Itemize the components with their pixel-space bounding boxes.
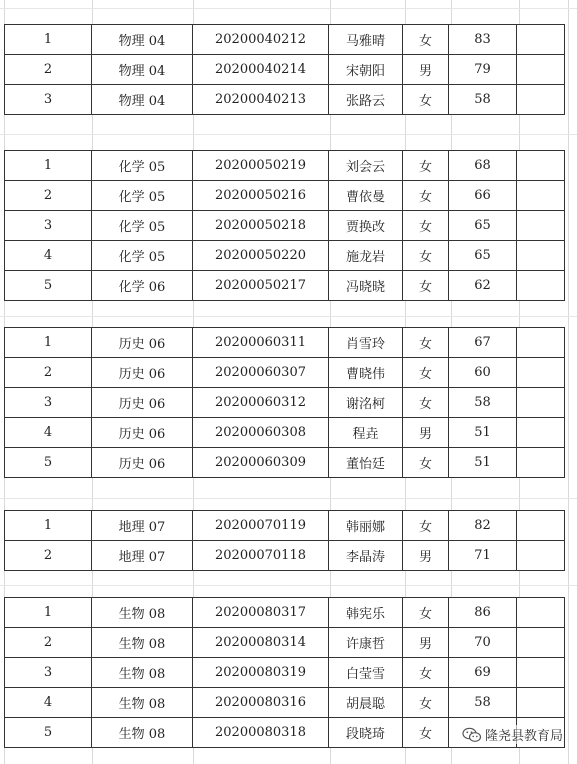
name-cell: 施龙岩 xyxy=(329,241,403,271)
results-table-history xyxy=(4,327,565,478)
gender-cell: 女 xyxy=(403,328,449,358)
empty-cell xyxy=(517,658,565,688)
rank-cell: 3 xyxy=(5,85,92,115)
name-cell: 韩丽娜 xyxy=(329,511,403,541)
table-row xyxy=(5,418,565,448)
empty-cell xyxy=(517,271,565,301)
name-cell: 李晶涛 xyxy=(329,541,403,571)
table-row xyxy=(5,598,565,628)
empty-cell xyxy=(517,151,565,181)
name-cell: 白莹雪 xyxy=(329,658,403,688)
empty-cell xyxy=(517,25,565,55)
table-row xyxy=(5,658,565,688)
class-cell: 历史 06 xyxy=(92,448,193,478)
empty-cell xyxy=(517,328,565,358)
rank-cell: 5 xyxy=(5,448,92,478)
gender-cell: 男 xyxy=(403,628,449,658)
rank-cell: 1 xyxy=(5,511,92,541)
student-id-cell: 20200040212 xyxy=(193,25,329,55)
table-row xyxy=(5,25,565,55)
student-id-cell: 20200080314 xyxy=(193,628,329,658)
score-cell: 66 xyxy=(449,181,517,211)
gender-cell: 女 xyxy=(403,181,449,211)
rank-cell: 4 xyxy=(5,688,92,718)
class-cell: 历史 06 xyxy=(92,358,193,388)
class-cell: 历史 06 xyxy=(92,388,193,418)
student-id-cell: 20200080316 xyxy=(193,688,329,718)
student-id-cell: 20200070118 xyxy=(193,541,329,571)
empty-cell xyxy=(517,55,565,85)
score-cell: 51 xyxy=(449,418,517,448)
class-cell: 地理 07 xyxy=(92,541,193,571)
empty-cell xyxy=(517,211,565,241)
score-cell: 65 xyxy=(449,241,517,271)
gender-cell: 女 xyxy=(403,598,449,628)
empty-cell xyxy=(517,511,565,541)
gender-cell: 女 xyxy=(403,718,449,748)
rank-cell: 3 xyxy=(5,658,92,688)
wechat-icon xyxy=(462,727,482,743)
score-cell: 58 xyxy=(449,85,517,115)
student-id-cell: 20200060311 xyxy=(193,328,329,358)
table-row xyxy=(5,358,565,388)
gender-cell: 女 xyxy=(403,85,449,115)
table-row xyxy=(5,511,565,541)
class-cell: 历史 06 xyxy=(92,328,193,358)
rank-cell: 5 xyxy=(5,271,92,301)
class-cell: 化学 05 xyxy=(92,241,193,271)
name-cell: 董怡廷 xyxy=(329,448,403,478)
table-row xyxy=(5,55,565,85)
watermark xyxy=(462,725,563,744)
gender-cell: 女 xyxy=(403,25,449,55)
rank-cell: 4 xyxy=(5,241,92,271)
score-cell: 69 xyxy=(449,658,517,688)
score-cell: 68 xyxy=(449,151,517,181)
table-row xyxy=(5,388,565,418)
gender-cell: 女 xyxy=(403,688,449,718)
class-cell: 历史 06 xyxy=(92,418,193,448)
class-cell: 物理 04 xyxy=(92,55,193,85)
class-cell: 生物 08 xyxy=(92,718,193,748)
gender-cell: 女 xyxy=(403,388,449,418)
student-id-cell: 20200060308 xyxy=(193,418,329,448)
table-row xyxy=(5,448,565,478)
table-row xyxy=(5,85,565,115)
name-cell: 程垚 xyxy=(329,418,403,448)
rank-cell: 1 xyxy=(5,598,92,628)
gender-cell: 男 xyxy=(403,55,449,85)
name-cell: 肖雪玲 xyxy=(329,328,403,358)
class-cell: 物理 04 xyxy=(92,85,193,115)
rank-cell: 3 xyxy=(5,211,92,241)
name-cell: 宋朝阳 xyxy=(329,55,403,85)
gender-cell: 男 xyxy=(403,418,449,448)
empty-cell xyxy=(517,541,565,571)
gender-cell: 女 xyxy=(403,211,449,241)
grid-row-line xyxy=(0,8,577,9)
class-cell: 地理 07 xyxy=(92,511,193,541)
table-row xyxy=(5,271,565,301)
empty-cell xyxy=(517,181,565,211)
rank-cell: 2 xyxy=(5,541,92,571)
name-cell: 谢洺柯 xyxy=(329,388,403,418)
score-cell: 79 xyxy=(449,55,517,85)
gender-cell: 女 xyxy=(403,241,449,271)
rank-cell: 1 xyxy=(5,328,92,358)
student-id-cell: 20200050216 xyxy=(193,181,329,211)
score-cell: 51 xyxy=(449,448,517,478)
empty-cell xyxy=(517,628,565,658)
score-cell: 71 xyxy=(449,541,517,571)
class-cell: 化学 05 xyxy=(92,151,193,181)
table-row xyxy=(5,328,565,358)
empty-cell xyxy=(517,688,565,718)
grid-row-line xyxy=(0,316,577,317)
name-cell: 冯晓晓 xyxy=(329,271,403,301)
rank-cell: 3 xyxy=(5,388,92,418)
class-cell: 化学 05 xyxy=(92,181,193,211)
gender-cell: 女 xyxy=(403,151,449,181)
score-cell: 58 xyxy=(449,688,517,718)
empty-cell xyxy=(517,598,565,628)
name-cell: 胡晨聪 xyxy=(329,688,403,718)
table-row xyxy=(5,688,565,718)
rank-cell: 2 xyxy=(5,358,92,388)
score-cell: 67 xyxy=(449,328,517,358)
gender-cell: 女 xyxy=(403,511,449,541)
grid-row-line xyxy=(0,134,577,135)
rank-cell: 4 xyxy=(5,418,92,448)
class-cell: 生物 08 xyxy=(92,658,193,688)
table-row xyxy=(5,241,565,271)
student-id-cell: 20200060309 xyxy=(193,448,329,478)
gender-cell: 女 xyxy=(403,658,449,688)
name-cell: 贾换改 xyxy=(329,211,403,241)
results-table-chemistry xyxy=(4,150,565,301)
student-id-cell: 20200050219 xyxy=(193,151,329,181)
results-table-geography xyxy=(4,510,565,571)
student-id-cell: 20200060307 xyxy=(193,358,329,388)
student-id-cell: 20200060312 xyxy=(193,388,329,418)
student-id-cell: 20200080318 xyxy=(193,718,329,748)
class-cell: 生物 08 xyxy=(92,628,193,658)
rank-cell: 2 xyxy=(5,55,92,85)
student-id-cell: 20200080317 xyxy=(193,598,329,628)
score-cell: 60 xyxy=(449,358,517,388)
score-cell: 70 xyxy=(449,628,517,658)
table-row xyxy=(5,628,565,658)
table-row xyxy=(5,211,565,241)
rank-cell: 1 xyxy=(5,25,92,55)
empty-cell xyxy=(517,418,565,448)
empty-cell xyxy=(517,85,565,115)
name-cell: 韩宪乐 xyxy=(329,598,403,628)
empty-cell xyxy=(517,388,565,418)
watermark-text: 隆尧县教育局 xyxy=(484,729,563,744)
student-id-cell: 20200050220 xyxy=(193,241,329,271)
class-cell: 生物 08 xyxy=(92,688,193,718)
student-id-cell: 20200040214 xyxy=(193,55,329,85)
student-id-cell: 20200070119 xyxy=(193,511,329,541)
score-cell: 58 xyxy=(449,388,517,418)
gender-cell: 男 xyxy=(403,541,449,571)
name-cell: 张路云 xyxy=(329,85,403,115)
table-row xyxy=(5,151,565,181)
name-cell: 曹依曼 xyxy=(329,181,403,211)
class-cell: 化学 05 xyxy=(92,211,193,241)
gender-cell: 女 xyxy=(403,271,449,301)
table-row xyxy=(5,541,565,571)
rank-cell: 2 xyxy=(5,181,92,211)
table-row xyxy=(5,181,565,211)
gender-cell: 女 xyxy=(403,358,449,388)
score-cell: 82 xyxy=(449,511,517,541)
gender-cell: 女 xyxy=(403,448,449,478)
rank-cell: 5 xyxy=(5,718,92,748)
score-cell: 83 xyxy=(449,25,517,55)
name-cell: 马雅晴 xyxy=(329,25,403,55)
score-cell: 65 xyxy=(449,211,517,241)
student-id-cell: 20200050218 xyxy=(193,211,329,241)
name-cell: 刘会云 xyxy=(329,151,403,181)
score-cell: 62 xyxy=(449,271,517,301)
name-cell: 段晓琦 xyxy=(329,718,403,748)
class-cell: 物理 04 xyxy=(92,25,193,55)
rank-cell: 1 xyxy=(5,151,92,181)
class-cell: 生物 08 xyxy=(92,598,193,628)
empty-cell xyxy=(517,448,565,478)
student-id-cell: 20200040213 xyxy=(193,85,329,115)
grid-row-line xyxy=(0,585,577,586)
name-cell: 曹晓伟 xyxy=(329,358,403,388)
results-table-physics xyxy=(4,24,565,115)
empty-cell xyxy=(517,241,565,271)
name-cell: 许康哲 xyxy=(329,628,403,658)
grid-row-line xyxy=(0,498,577,499)
rank-cell: 2 xyxy=(5,628,92,658)
empty-cell xyxy=(517,358,565,388)
student-id-cell: 20200080319 xyxy=(193,658,329,688)
score-cell: 86 xyxy=(449,598,517,628)
class-cell: 化学 06 xyxy=(92,271,193,301)
grid-column-line xyxy=(568,0,569,764)
student-id-cell: 20200050217 xyxy=(193,271,329,301)
